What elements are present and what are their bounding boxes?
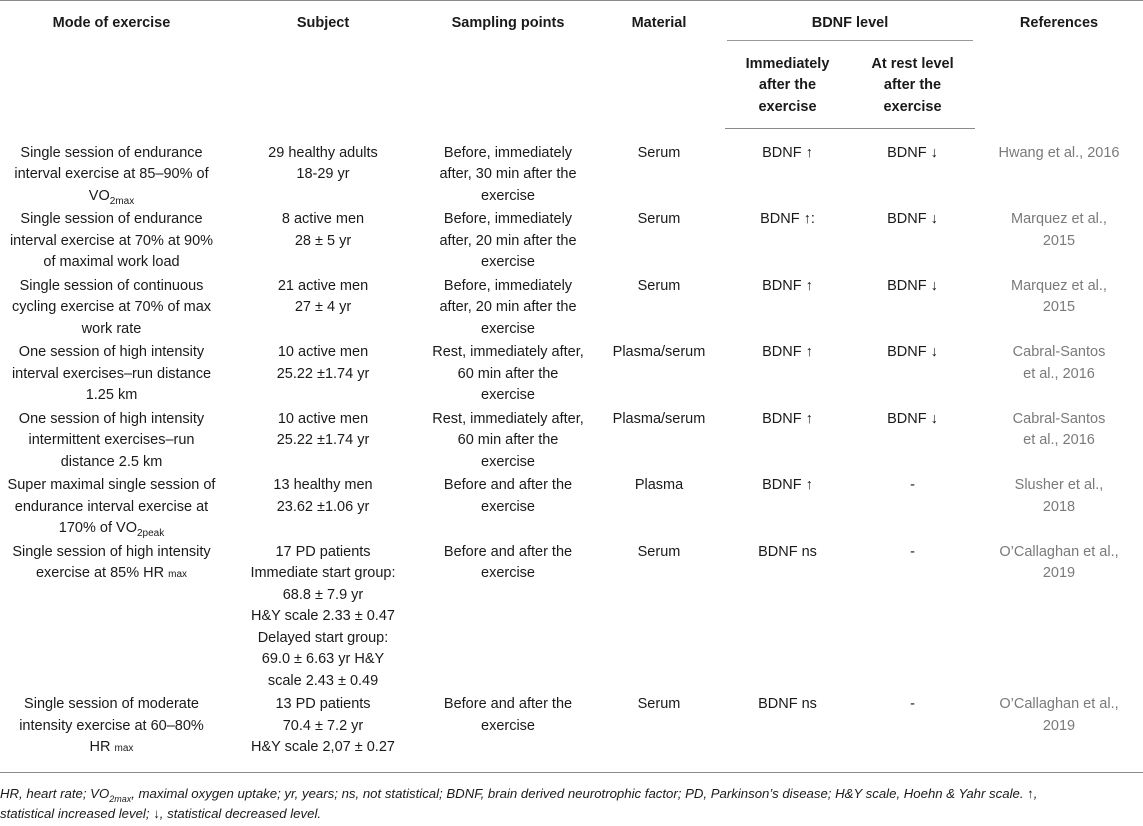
table-row: [0, 208, 1143, 275]
subject-line: 25.22 ±1.74 yr: [276, 365, 370, 382]
cell-mode: [0, 341, 223, 408]
subject-line: 28 ± 5 yr: [294, 232, 352, 249]
mode-vo2-base: VO: [88, 187, 110, 204]
subject-line: 29 healthy adults: [268, 144, 378, 161]
mode-line: work rate: [81, 320, 142, 337]
cell-reference: [975, 541, 1143, 694]
mode-hr-base: HR: [89, 739, 115, 755]
table-row: [0, 129, 1143, 209]
subject-line: scale 2.43 ± 0.49: [267, 672, 379, 689]
cell-mode: [0, 408, 223, 475]
cell-rest: -: [910, 543, 915, 560]
subject-line: 10 active men: [277, 344, 369, 360]
cell-rest: BDNF ↓: [887, 410, 938, 427]
subject-line: Immediate start group:: [250, 565, 396, 581]
sampling-line: exercise: [481, 453, 535, 470]
table-row: [0, 341, 1143, 408]
cell-subject: [223, 341, 423, 408]
cell-subject: [223, 275, 423, 342]
table-row: [0, 275, 1143, 342]
subject-line: 68.8 ± 7.9 yr: [282, 586, 364, 603]
cell-immediately: BDNF ↑: [762, 410, 813, 427]
subject-line: 69.0 ± 6.63 yr H&Y: [261, 651, 385, 667]
mode-hr-line: [0, 737, 223, 760]
reference-line: Marquez et al.,: [1011, 211, 1107, 227]
sampling-line: exercise: [481, 717, 535, 734]
header-rest-line: exercise: [883, 98, 942, 115]
header-subject: Subject: [296, 15, 350, 31]
reference-line: Cabral-Santos: [1012, 344, 1106, 360]
header-bdnf-level: [725, 0, 975, 46]
footnote-line2: statistical increased level; ↓, statistical decreased level.: [0, 805, 322, 821]
cell-subject: [223, 129, 423, 209]
cell-mode: [0, 541, 223, 694]
header-immediately-line: after the: [758, 77, 817, 93]
cell-sampling: [423, 541, 593, 694]
sampling-line: exercise: [481, 320, 535, 337]
footnote-sub: 2max: [109, 794, 132, 804]
mode-line: distance 2.5 km: [60, 453, 163, 470]
table-footnote: [0, 784, 1143, 823]
mode-line: interval exercises–run distance: [11, 365, 212, 382]
header-immediately-line: Immediately: [745, 55, 830, 72]
cell-reference: [975, 275, 1143, 342]
reference-line: Cabral-Santos: [1012, 410, 1106, 427]
cell-mode: [0, 474, 223, 541]
sampling-line: Before and after the: [443, 477, 573, 493]
cell-material: Serum: [637, 211, 681, 227]
reference-line: et al., 2016: [1023, 432, 1095, 448]
mode-hr-line: [0, 563, 223, 586]
cell-material: Plasma/serum: [612, 410, 706, 427]
header-references: References: [1019, 15, 1099, 31]
mode-line: Single session of endurance: [20, 144, 203, 161]
cell-sampling: [423, 129, 593, 209]
sampling-line: after, 20 min after the: [439, 232, 577, 249]
cell-immediately: BDNF ns: [758, 543, 817, 560]
reference-line: 2015: [1042, 299, 1076, 315]
header-bdnf-level-label: BDNF level: [727, 13, 973, 41]
cell-rest: BDNF ↓: [887, 277, 938, 294]
sampling-line: Before, immediately: [443, 211, 573, 227]
cell-reference: [975, 474, 1143, 541]
mode-vo2-base: 170% of VO: [58, 520, 137, 536]
subject-line: 18-29 yr: [296, 166, 350, 182]
mode-vo2-line: [0, 186, 223, 208]
sampling-line: after, 30 min after the: [439, 166, 577, 182]
cell-mode: [0, 275, 223, 342]
reference-line: 2019: [1042, 565, 1076, 581]
cell-rest: -: [850, 693, 975, 772]
subject-line: H&Y scale 2,07 ± 0.27: [251, 739, 395, 755]
cell-sampling: [423, 408, 593, 475]
mode-line: interval exercise at 70% at 90%: [9, 232, 214, 249]
cell-sampling: [423, 275, 593, 342]
mode-line: interval exercise at 85–90% of: [14, 166, 209, 182]
header-material: Material: [631, 15, 687, 31]
sampling-line: 60 min after the: [457, 365, 559, 382]
header-immediately-line: exercise: [758, 98, 817, 115]
sampling-line: after, 20 min after the: [439, 299, 577, 315]
table-row: [0, 693, 1143, 772]
mode-line: intermittent exercises–run: [28, 432, 195, 448]
cell-subject: [223, 208, 423, 275]
mode-hr-sub: max: [114, 743, 134, 754]
reference-line: O’Callaghan et al.,: [999, 543, 1119, 560]
cell-subject: [223, 474, 423, 541]
table-body: [0, 129, 1143, 773]
subject-line: 25.22 ±1.74 yr: [276, 432, 370, 448]
footnote-part1: HR, heart rate; VO: [0, 786, 110, 801]
cell-material: Serum: [637, 277, 681, 294]
cell-immediately: BDNF ↑:: [760, 211, 815, 227]
cell-material: Serum: [593, 693, 725, 772]
table-row: [0, 408, 1143, 475]
cell-immediately: BDNF ns: [725, 693, 850, 772]
sampling-line: Rest, immediately after,: [432, 344, 584, 360]
subject-line: 8 active men: [281, 211, 365, 227]
cell-subject: [223, 693, 423, 772]
reference-line: 2018: [1042, 498, 1076, 515]
subject-line: 23.62 ±1.06 yr: [276, 498, 370, 515]
mode-line: of maximal work load: [43, 254, 180, 270]
sampling-line: exercise: [481, 387, 535, 403]
mode-hr-base: exercise at 85% HR: [35, 565, 169, 581]
header-rest-line: after the: [883, 77, 942, 93]
sampling-line: Before, immediately: [443, 277, 573, 294]
header-rest: [850, 46, 975, 129]
mode-vo2-sub: 2peak: [136, 528, 165, 539]
reference-line: Marquez et al.,: [1011, 277, 1107, 294]
cell-subject: [223, 408, 423, 475]
sampling-line: exercise: [481, 187, 535, 204]
cell-material: Plasma: [634, 477, 684, 493]
mode-line: cycling exercise at 70% of max: [11, 299, 212, 315]
cell-immediately: BDNF ↑: [762, 344, 813, 360]
subject-line: 13 PD patients: [275, 696, 371, 712]
cell-mode: [0, 693, 223, 772]
subject-line: 10 active men: [277, 410, 369, 427]
cell-immediately: BDNF ↑: [762, 277, 813, 294]
mode-line: Single session of moderate: [24, 696, 199, 712]
cell-immediately: BDNF ↑: [762, 145, 813, 161]
sampling-line: Before and after the: [443, 696, 573, 712]
mode-vo2-line: [0, 518, 223, 540]
cell-material: Plasma/serum: [612, 344, 706, 360]
header-immediately: [725, 46, 850, 129]
sampling-line: exercise: [481, 254, 535, 270]
cell-rest: BDNF ↓: [887, 145, 938, 161]
cell-sampling: [423, 341, 593, 408]
cell-reference: [975, 129, 1143, 209]
subject-line: 21 active men: [277, 277, 369, 294]
header-rest-line: At rest level: [871, 55, 954, 72]
cell-sampling: [423, 474, 593, 541]
cell-rest: -: [910, 477, 915, 493]
cell-mode: [0, 208, 223, 275]
cell-sampling: [423, 693, 593, 772]
table-row: [0, 541, 1143, 694]
mode-line: Single session of continuous: [19, 277, 204, 294]
reference-line: Slusher et al.,: [1014, 477, 1104, 493]
reference-line: Hwang et al., 2016: [998, 144, 1120, 161]
mode-hr-sub: max: [168, 569, 188, 580]
sampling-line: exercise: [481, 565, 535, 581]
cell-reference: [975, 693, 1143, 772]
subject-line: 70.4 ± 7.2 yr: [282, 717, 364, 734]
cell-sampling: [423, 208, 593, 275]
reference-line: 2019: [1042, 717, 1076, 734]
cell-material: Serum: [637, 543, 681, 560]
mode-line: 1.25 km: [85, 387, 138, 403]
cell-mode: [0, 129, 223, 209]
mode-line: Single session of high intensity: [12, 543, 211, 560]
mode-line: Super maximal single session of: [7, 477, 216, 493]
sampling-line: exercise: [481, 498, 535, 515]
cell-immediately: BDNF ↑: [762, 477, 813, 493]
mode-line: endurance interval exercise at: [14, 498, 209, 515]
reference-line: et al., 2016: [1023, 365, 1095, 382]
cell-reference: [975, 408, 1143, 475]
cell-reference: [975, 208, 1143, 275]
header-mode: Mode of exercise: [52, 15, 171, 31]
reference-line: 2015: [1042, 232, 1076, 249]
footnote-part2: , maximal oxygen uptake; yr, years; ns, not statistical; BDNF, brain derived neurotrophic factor; PD, Parkinson’s disease; H&Y scale, Hoehn & Yahr scale. ↑,: [131, 786, 1038, 801]
reference-line: O’Callaghan et al.,: [999, 696, 1119, 712]
subject-line: H&Y scale 2.33 ± 0.47: [251, 608, 395, 624]
cell-material: Serum: [637, 144, 681, 161]
cell-reference: [975, 341, 1143, 408]
subject-line: 17 PD patients: [275, 543, 371, 560]
header-sampling: Sampling points: [451, 15, 565, 31]
sampling-line: Before, immediately: [443, 144, 573, 161]
mode-line: intensity exercise at 60–80%: [19, 717, 204, 734]
sampling-line: 60 min after the: [457, 432, 559, 448]
mode-line: Single session of endurance: [20, 211, 203, 227]
cell-rest: BDNF ↓: [887, 211, 938, 227]
cell-rest: BDNF ↓: [887, 344, 938, 360]
mode-vo2-sub: 2max: [109, 195, 135, 207]
mode-line: One session of high intensity: [18, 344, 205, 360]
subject-line: 27 ± 4 yr: [294, 299, 352, 315]
sampling-line: Before and after the: [443, 543, 573, 560]
subject-line: Delayed start group:: [257, 629, 389, 646]
subject-line: 13 healthy men: [273, 477, 373, 493]
table-row: [0, 474, 1143, 541]
cell-subject: [223, 541, 423, 694]
mode-line: One session of high intensity: [18, 410, 205, 427]
sampling-line: Rest, immediately after,: [432, 410, 584, 427]
